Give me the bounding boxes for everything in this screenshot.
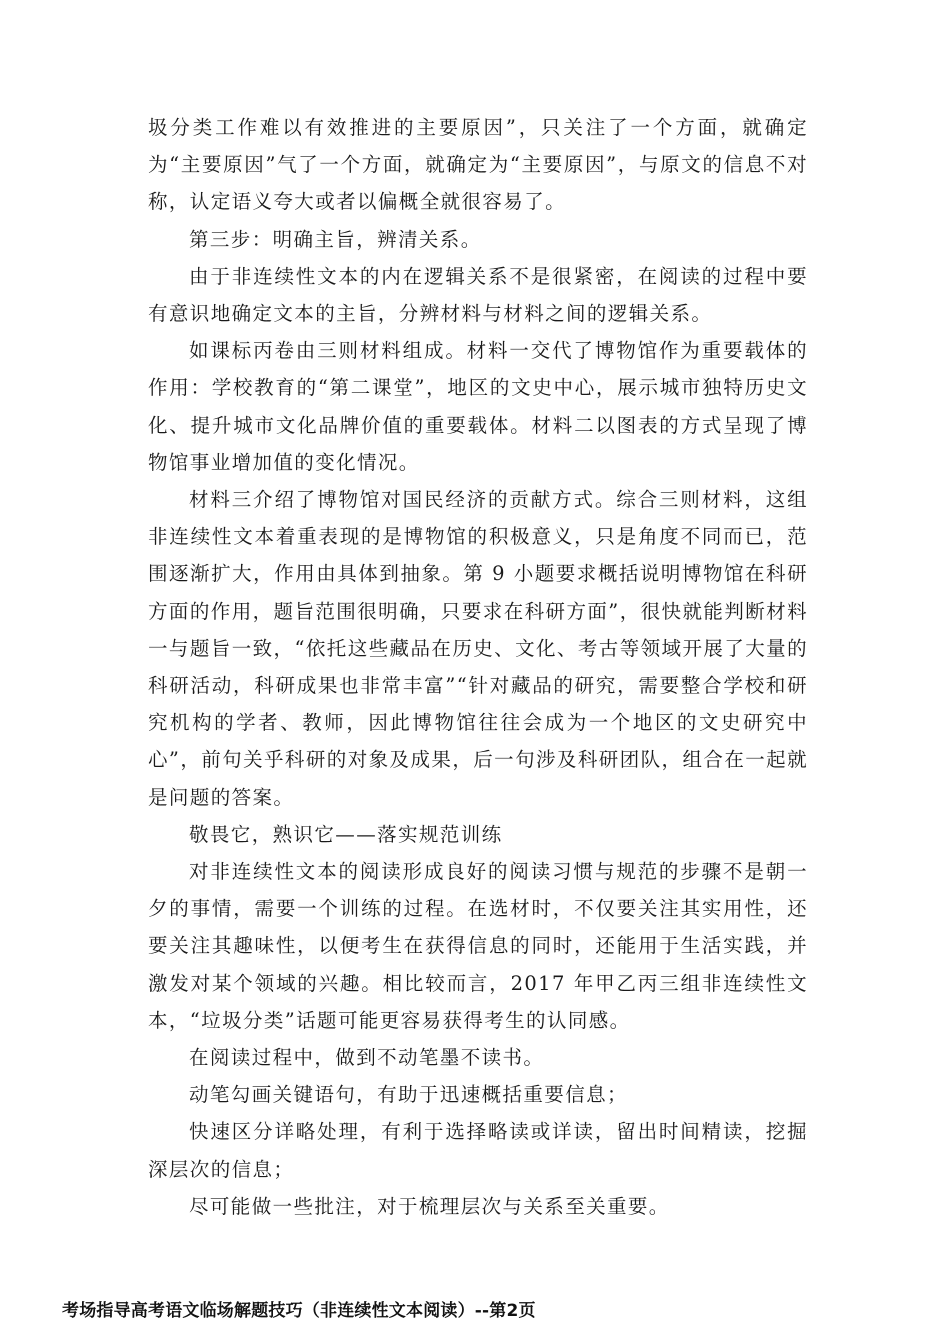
paragraph-1: 圾分类工作难以有效推进的主要原因”，只关注了一个方面，就确定为“主要原因”气了一个方面，就确定为“主要原因”，与原文的信息不对称，认定语义夸大或者以偏概全就很容易了。	[148, 116, 808, 214]
paragraph-2: 第三步：明确主旨，辨清关系。	[189, 227, 482, 251]
paragraph-5: 材料三介绍了博物馆对国民经济的贡献方式。综合三则材料，这组非连续性文本着重表现的是博物馆的积极意义，只是角度不同而已，范围逐渐扩大，作用由具体到抽象。第 9 小题要求概括说明博物馆在科研方面的作用，题旨范围很明确，只要求在科研方面”，很快就能判断材料一与题旨一致，“依托这些藏品在历史、文化、考古等领域开展了大量的科研活动，科研成果也非常丰富”“针对藏品的研究，需要整合学校和研究机构的学者、教师，因此博物馆往往会成为一个地区的文史研究中心”，前句关乎科研的对象及成果，后一句涉及科研团队，组合在一起就是问题的答案。	[148, 488, 808, 809]
paragraph-3: 由于非连续性文本的内在逻辑关系不是很紧密，在阅读的过程中要有意识地确定文本的主旨，分辨材料与材料之间的逻辑关系。	[148, 264, 808, 326]
section-heading: 敬畏它，熟识它——落实规范训练	[189, 822, 503, 846]
body-text	[148, 109, 808, 1225]
paragraph-10: 快速区分详略处理，有利于选择略读或详读，留出时间精读，挖掘深层次的信息；	[148, 1120, 808, 1181]
paragraph-8: 在阅读过程中，做到不动笔墨不读书。	[189, 1046, 545, 1070]
paragraph-7: 对非连续性文本的阅读形成良好的阅读习惯与规范的步骤不是朝一夕的事情，需要一个训练的过程。在选材时，不仅要关注其实用性，还要关注其趣味性，以便考生在获得信息的同时，还能用于生活实践，并激发对某个领域的兴趣。相比较而言，2017 年甲乙丙三组非连续性文本，“垃圾分类”话题可能更容易获得考生的认同感。	[148, 860, 808, 1032]
paragraph-9: 动笔勾画关键语句，有助于迅速概括重要信息；	[189, 1083, 628, 1107]
paragraph-11: 尽可能做一些批注，对于梳理层次与关系至关重要。	[189, 1194, 670, 1218]
paragraph-4: 如课标丙卷由三则材料组成。材料一交代了博物馆作为重要载体的作用：学校教育的“第二课堂”，地区的文史中心，展示城市独特历史文化、提升城市文化品牌价值的重要载体。材料二以图表的方式呈现了博物馆事业增加值的变化情况。	[148, 339, 808, 474]
page-footer: 考场指导高考语文临场解题技巧（非连续性文本阅读）--第2页	[62, 1301, 536, 1321]
